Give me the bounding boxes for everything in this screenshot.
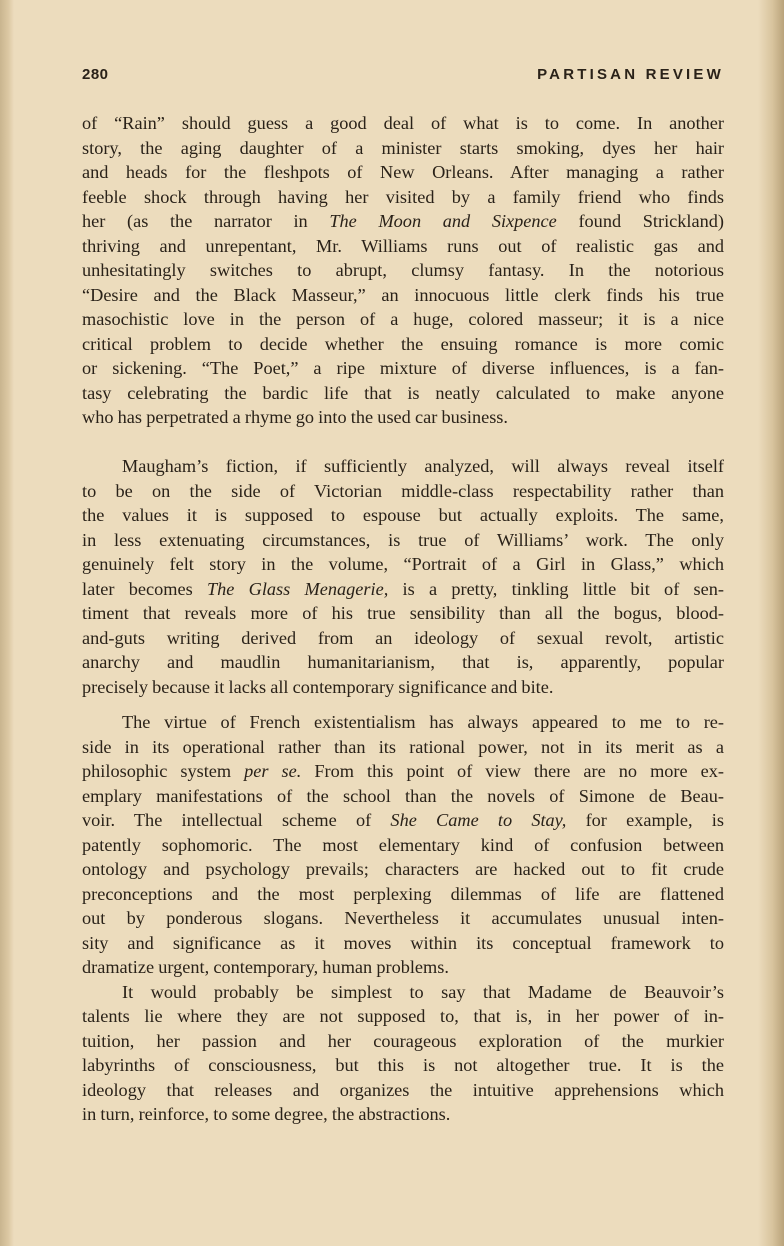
paragraph	[82, 111, 724, 430]
text-line: feeble shock through having her visited by a family friend who finds	[82, 186, 724, 207]
text-line: out by ponderous slogans. Nevertheless it accumulates unusual inten-	[82, 908, 724, 928]
running-head: PARTISAN REVIEW	[537, 66, 724, 83]
text-line: dramatize urgent, contemporary, human problems.	[82, 957, 449, 977]
page-number: 280	[82, 66, 109, 83]
text-line: emplary manifestations of the school than the novels of Simone de Beau-	[82, 785, 724, 806]
italic-title: The Glass Menagerie,	[206, 578, 389, 599]
text-line: side in its operational rather than its rational power, not in its merit as a	[82, 736, 724, 757]
text-line: her (as the narrator in The Moon and Sixpence found Strickland)	[82, 211, 724, 231]
text-block-beauvoir-section	[82, 710, 724, 1127]
text-line: masochistic love in the person of a huge, colored masseur; it is a nice	[82, 309, 724, 329]
text-line: and-guts writing derived from an ideology of sexual revolt, artistic	[82, 627, 724, 648]
text-line: precisely because it lacks all contemporary significance and bite.	[82, 676, 554, 697]
text-line: of “Rain” should guess a good deal of what is to come. In another	[82, 113, 724, 133]
text-line: and heads for the fleshpots of New Orleans. After managing a rather	[82, 162, 724, 182]
page-gutter-shadow	[0, 0, 14, 1246]
text-line: in turn, reinforce, to some degree, the abstractions.	[82, 1104, 451, 1124]
text-line: “Desire and the Black Masseur,” an innocuous little clerk finds his true	[82, 284, 724, 305]
text-line: Maugham’s fiction, if sufficiently analyzed, will always reveal itself	[122, 456, 724, 476]
text-line: tasy celebrating the bardic life that is neatly calculated to make anyone	[82, 382, 724, 403]
text-line: unhesitatingly switches to abrupt, clumsy fantasy. In the notorious	[82, 260, 724, 280]
text-line: critical problem to decide whether the ensuing romance is more comic	[82, 333, 724, 354]
text-line: sity and significance as it moves within its conceptual framework to	[82, 932, 724, 953]
page-header	[82, 66, 724, 88]
text-line: The virtue of French existentialism has always appeared to me to re-	[122, 712, 724, 732]
text-line: philosophic system per se. From this point of view there are no more ex-	[82, 761, 724, 781]
text-line: or sickening. “The Poet,” a ripe mixture of diverse influences, is a fan-	[82, 358, 724, 378]
text-block-maugham-paragraph	[82, 454, 724, 699]
text-line: later becomes The Glass Menagerie, is a pretty, tinkling little bit of sen-	[82, 578, 724, 599]
text-line: anarchy and maudlin humanitarianism, that is, apparently, popular	[82, 652, 724, 672]
text-line: in less extenuating circumstances, is true of Williams’ work. The only	[82, 529, 724, 550]
paragraph	[82, 454, 724, 699]
italic-title: The Moon and Sixpence	[329, 211, 557, 231]
italic-title: per se.	[244, 761, 302, 781]
text-line: voir. The intellectual scheme of She Came to Stay, for example, is	[82, 810, 724, 830]
text-line: ideology that releases and organizes the intuitive apprehensions which	[82, 1079, 724, 1100]
text-line: It would probably be simplest to say that Madame de Beauvoir’s	[122, 981, 724, 1002]
text-line: story, the aging daughter of a minister starts smoking, dyes her hair	[82, 137, 724, 158]
text-line: who has perpetrated a rhyme go into the used car business.	[82, 407, 508, 427]
paragraph	[82, 980, 724, 1127]
text-line: ontology and psychology prevails; characters are hacked out to fit crude	[82, 859, 724, 879]
text-line: tuition, her passion and her courageous exploration of the murkier	[82, 1030, 724, 1051]
italic-title: She Came to Stay,	[390, 810, 567, 830]
text-line: the values it is supposed to espouse but actually exploits. The same,	[82, 505, 724, 525]
text-line: talents lie where they are not supposed to, that is, in her power of in-	[82, 1006, 724, 1026]
text-line: timent that reveals more of his true sensibility than all the bogus, blood-	[82, 603, 724, 623]
text-line: thriving and unrepentant, Mr. Williams runs out of realistic gas and	[82, 235, 724, 256]
text-block-review-continued	[82, 111, 724, 430]
text-line: preconceptions and the most perplexing dilemmas of life are flattened	[82, 883, 724, 904]
text-line: patently sophomoric. The most elementary kind of confusion between	[82, 834, 724, 855]
page-edge-shadow	[758, 0, 784, 1246]
paragraph	[82, 710, 724, 980]
text-line: to be on the side of Victorian middle-class respectability rather than	[82, 480, 724, 501]
text-line: genuinely felt story in the volume, “Portrait of a Girl in Glass,” which	[82, 554, 724, 574]
text-line: labyrinths of consciousness, but this is not altogether true. It is the	[82, 1055, 724, 1075]
